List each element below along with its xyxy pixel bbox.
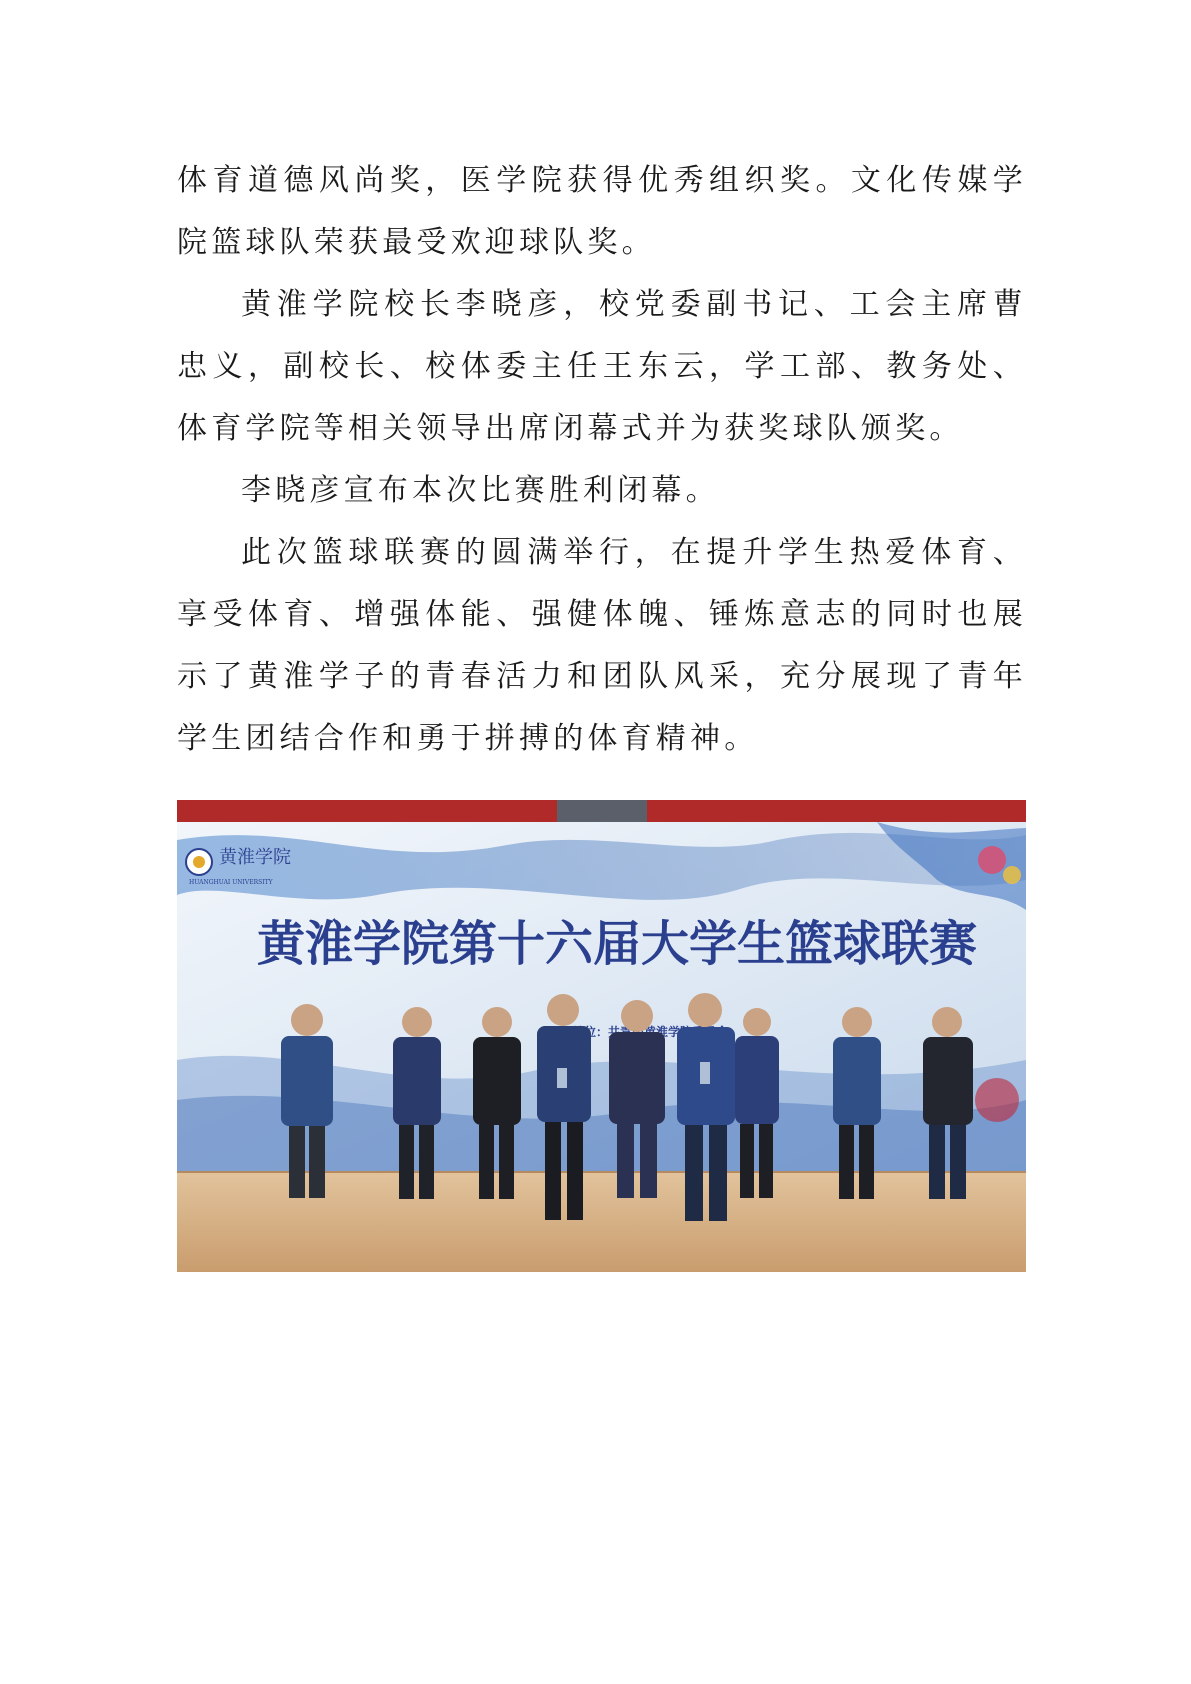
paragraph: 体育道德风尚奖，医学院获得优秀组织奖。文化传媒学院篮球队荣获最受欢迎球队奖。 <box>177 163 1027 260</box>
banner-title: 黄淮学院第十六届大学生篮球联赛 <box>257 916 978 972</box>
trophy <box>557 1068 567 1088</box>
paragraph: 此次篮球联赛的圆满举行，在提升学生热爱体育、享受体育、增强体能、强健体魄、锤炼意志的同时也展示了黄淮学子的青春活力和团队风采，充分展现了青年学生团结合作和勇于拼搏的体育精神。 <box>177 535 1027 756</box>
trophy <box>700 1062 710 1084</box>
svg-text:HUANGHUAI UNIVERSITY: HUANGHUAI UNIVERSITY <box>189 879 273 886</box>
paragraph: 黄淮学院校长李晓彦，校党委副书记、工会主席曹忠义，副校长、校体委主任王东云，学工部、教务处、体育学院等相关领导出席闭幕式并为获奖球队颁奖。 <box>177 287 1027 446</box>
article-body <box>177 150 1027 770</box>
photo-illustration <box>177 800 1026 1272</box>
svg-text:黄淮学院: 黄淮学院 <box>219 847 291 868</box>
paragraph: 李晓彦宣布本次比赛胜利闭幕。 <box>241 473 720 508</box>
award-ceremony-photo <box>177 800 1026 1272</box>
